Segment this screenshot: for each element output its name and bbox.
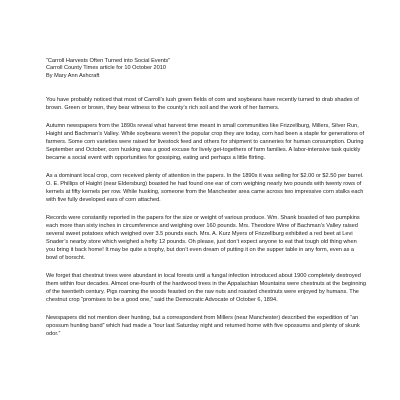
article-body xyxy=(46,96,366,338)
paragraph-opossum-hunting: Newspapers did not mention deer hunting, but a correspondent from Millers (near Manchester) described the expedition of “an opossum hunting band” which had made a “tour last Saturday night and returned home with five opossums and plenty of skunk odor.” xyxy=(46,314,360,337)
paragraph-autumn-newspapers: Autumn newspapers from the 1890s reveal what harvest time meant in small communities like Frizzellburg, Millers, Silver Run, Haight and Bachman’s Valley. While soybeans weren’t the popular crop they are today, corn had been a staple for generations of farmers. Some corn varieties were raised for livestock feed and others for shipment to canneries for human consumption. During September and October, corn husking was a good excuse for lively get-togethers of farm families. A labor-intensive task quickly became a social event with opportunities for gossiping, eating and perhaps a little flirting. xyxy=(46,122,364,162)
paragraph-intro: You have probably noticed that most of Carroll’s lush green fields of corn and soybeans have recently turned to drab shades of brown. Green or brown, they bear witness to the county’s rich soil and the work of her farmers. xyxy=(46,97,359,112)
article-byline: By Mary Ann Ashcraft xyxy=(46,72,100,79)
document-page xyxy=(46,58,366,347)
paragraph-records: Records were constantly reported in the papers for the size or weight of various produce. Wm. Shank boasted of two pumpkins each more than sixty inches in circumference and weighing over 160 pounds. Mrs. Theodore Wine of Bachman’s Valley raised several sweet potatoes which weighed over 3.5 pounds each. Mrs. A. Kurz Myers of Frizzellburg exhibited a red beet at Levi Snader’s nearby store which weighed a hefty 12 pounds. Oh please, just don’t expect anyone to eat that tough old thing when you bring it back home! It may be quite a trophy, but don’t even dream of putting it on the supper table in any form, even as a bowl of borscht. xyxy=(46,214,360,262)
article-title: “Carroll Harvests Often Turned into Social Events” xyxy=(46,58,171,64)
paragraph-chestnut-trees: We forget that chestnut trees were abundant in local forests until a fungal infection introduced about 1900 completely destroyed them within four decades. Almost one-fourth of the hardwood trees in the Appalachian Mountains were chestnuts at the beginning of the twentieth century. Pigs roaming the woods feasted on the raw nuts and roasted chestnuts were enjoyed by humans. The chestnut crop “promises to be a good one,” said the Democratic Advocate of October 6, 1894. xyxy=(46,272,366,304)
paragraph-dominant-crop: As a dominant local crop, corn received plenty of attention in the papers. In the 1890s it was selling for $2.00 or $2.50 per barrel. O. E. Phillips of Haight (near Eldersburg) boasted he had found one ear of corn weighing nearly two pounds with twenty rows of kernels at fifty kernels per row. While husking, someone from the Manchester area came across two impressive corn stalks each with five fully developed ears of corn attached. xyxy=(46,172,364,204)
article-subtitle: Carroll County Times article for 10 October 2010 xyxy=(46,65,167,72)
